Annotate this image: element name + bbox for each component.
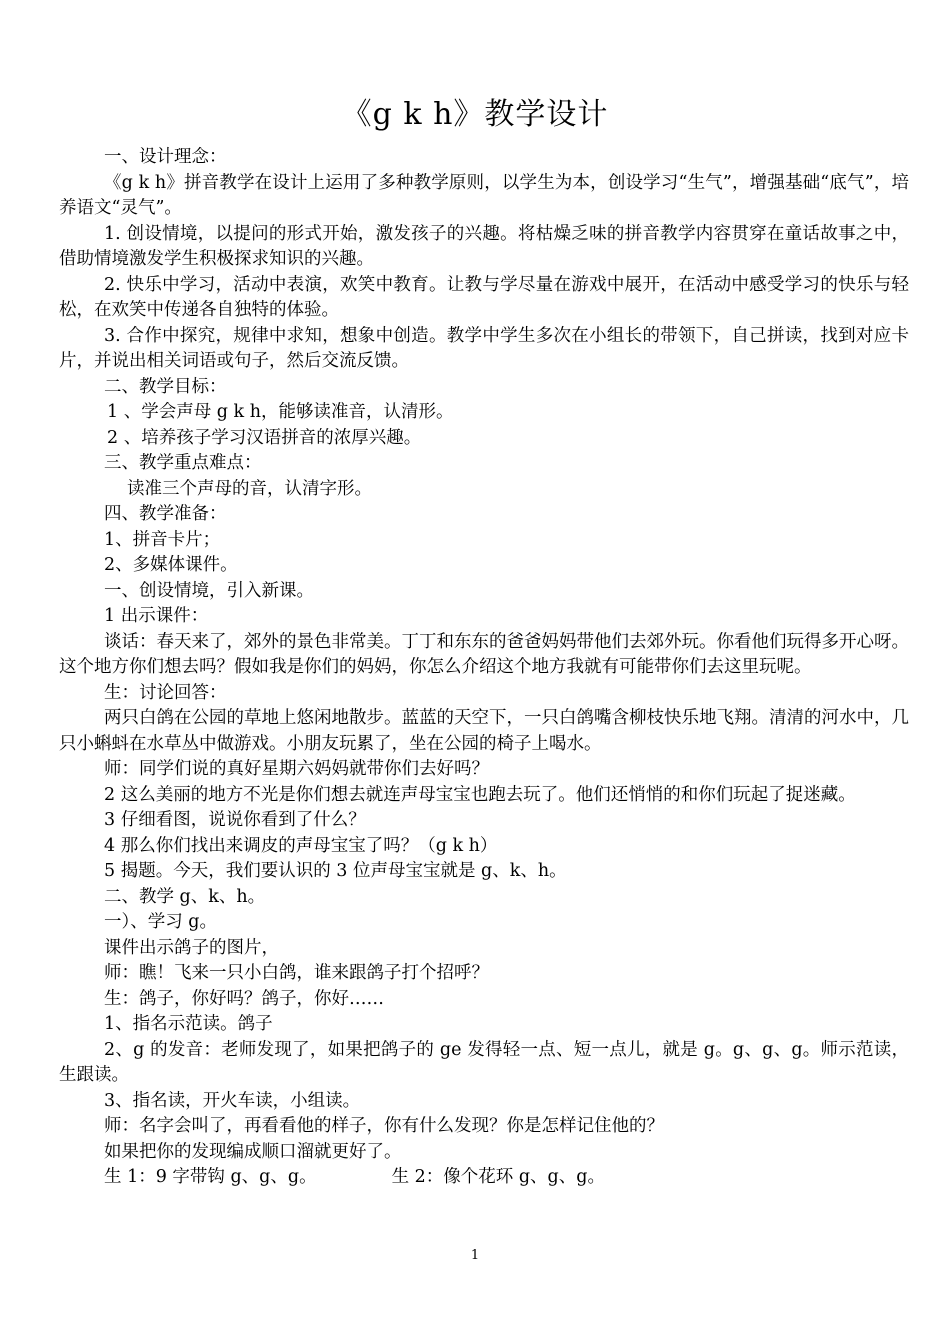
paragraph: 如果把你的发现编成顺口溜就更好了。 xyxy=(104,1141,402,1162)
list-item: 2 、培养孩子学习汉语拼音的浓厚兴趣。 xyxy=(107,427,422,448)
section-heading: 一）、学习 g。 xyxy=(104,912,218,932)
section-heading: 二、教学 g、k、h。 xyxy=(104,886,266,907)
paragraph: 3、指名读，开火车读，小组读。 xyxy=(104,1090,361,1111)
paragraph: 2 这么美丽的地方不光是你们想去就连声母宝宝也跑去玩了。他们还悄悄的和你们玩起了捉迷藏。 xyxy=(104,784,856,805)
paragraph-pair xyxy=(59,1165,909,1191)
paragraph: 《g k h》拼音教学在设计上运用了多种教学原则，以学生为本，创设学习“生气”，增强基础“底气”，培养语文“灵气”。 xyxy=(59,172,909,218)
paragraph: 师：名字会叫了，再看看他的样子，你有什么发现？你是怎样记住他的？ xyxy=(104,1116,664,1136)
paragraph: 1 出示课件： xyxy=(104,606,209,626)
paragraph: 两只白鸽在公园的草地上悠闲地散步。蓝蓝的天空下，一只白鸽嘴含柳枝快乐地飞翔。清清的河水中，几只小蝌蚪在水草丛中做游戏。小朋友玩累了，坐在公园的椅子上喝水。 xyxy=(59,708,909,754)
paragraph: 3. 合作中探究，规律中求知，想象中创造。教学中学生多次在小组长的带领下，自己拼读，找到对应卡片，并说出相关词语或句子，然后交流反馈。 xyxy=(59,325,909,371)
page-number: 1 xyxy=(470,1248,480,1263)
paragraph: 2. 快乐中学习，活动中表演，欢笑中教育。让教与学尽量在游戏中展开，在活动中感受学习的快乐与轻松，在欢笑中传递各自独特的体验。 xyxy=(59,274,909,320)
paragraph: 5 揭题。今天，我们要认识的 3 位声母宝宝就是 g、k、h。 xyxy=(104,861,567,881)
paragraph: 2、g 的发音：老师发现了，如果把鸽子的 ge 发得轻一点、短一点儿，就是 g。g、g、g。师示范读，生跟读。 xyxy=(59,1039,909,1085)
paragraph: 师：同学们说的真好星期六妈妈就带你们去好吗？ xyxy=(104,759,489,779)
section-heading: 一、创设情境，引入新课。 xyxy=(104,580,314,601)
student-answer: 生 1：9 字带钩 g、g、g。 xyxy=(104,1167,317,1187)
list-item: 1、拼音卡片； xyxy=(104,529,221,550)
document-body xyxy=(59,145,909,1191)
document-title: 《g k h》教学设计 xyxy=(341,97,609,132)
paragraph: 3 仔细看图，说说你看到了什么？ xyxy=(104,810,366,830)
section-heading: 一、设计理念： xyxy=(104,147,227,167)
list-item: 1 、学会声母 g k h，能够读准音，认清形。 xyxy=(107,402,454,422)
paragraph: 生：鸽子，你好吗？鸽子，你好…… xyxy=(104,988,384,1009)
paragraph: 1、指名示范读。鸽子 xyxy=(104,1014,273,1034)
student-answer: 生 2：像个花环 g、g、g。 xyxy=(391,1167,605,1187)
section-heading: 四、教学准备： xyxy=(104,504,227,524)
section-heading: 二、教学目标： xyxy=(104,376,227,397)
paragraph: 4 那么你们找出来调皮的声母宝宝了吗？（g k h） xyxy=(104,835,498,856)
paragraph: 1. 创设情境，以提问的形式开始，激发孩子的兴趣。将枯燥乏味的拼音教学内容贯穿在童话故事之中，借助情境激发学生积极探求知识的兴趣。 xyxy=(59,223,909,269)
paragraph: 生：讨论回答： xyxy=(104,682,227,703)
list-item: 2、多媒体课件。 xyxy=(104,555,238,575)
paragraph: 师：瞧！飞来一只小白鸽，谁来跟鸽子打个招呼？ xyxy=(104,963,489,983)
paragraph: 课件出示鸽子的图片， xyxy=(104,937,279,958)
paragraph: 谈话：春天来了，郊外的景色非常美。丁丁和东东的爸爸妈妈带他们去郊外玩。你看他们玩得多开心呀。这个地方你们想去吗？假如我是你们的妈妈，你怎么介绍这个地方我就有可能带你们去这里玩呢。 xyxy=(59,631,909,677)
section-heading: 三、教学重点难点： xyxy=(104,453,262,473)
paragraph: 读准三个声母的音，认清字形。 xyxy=(127,478,372,499)
